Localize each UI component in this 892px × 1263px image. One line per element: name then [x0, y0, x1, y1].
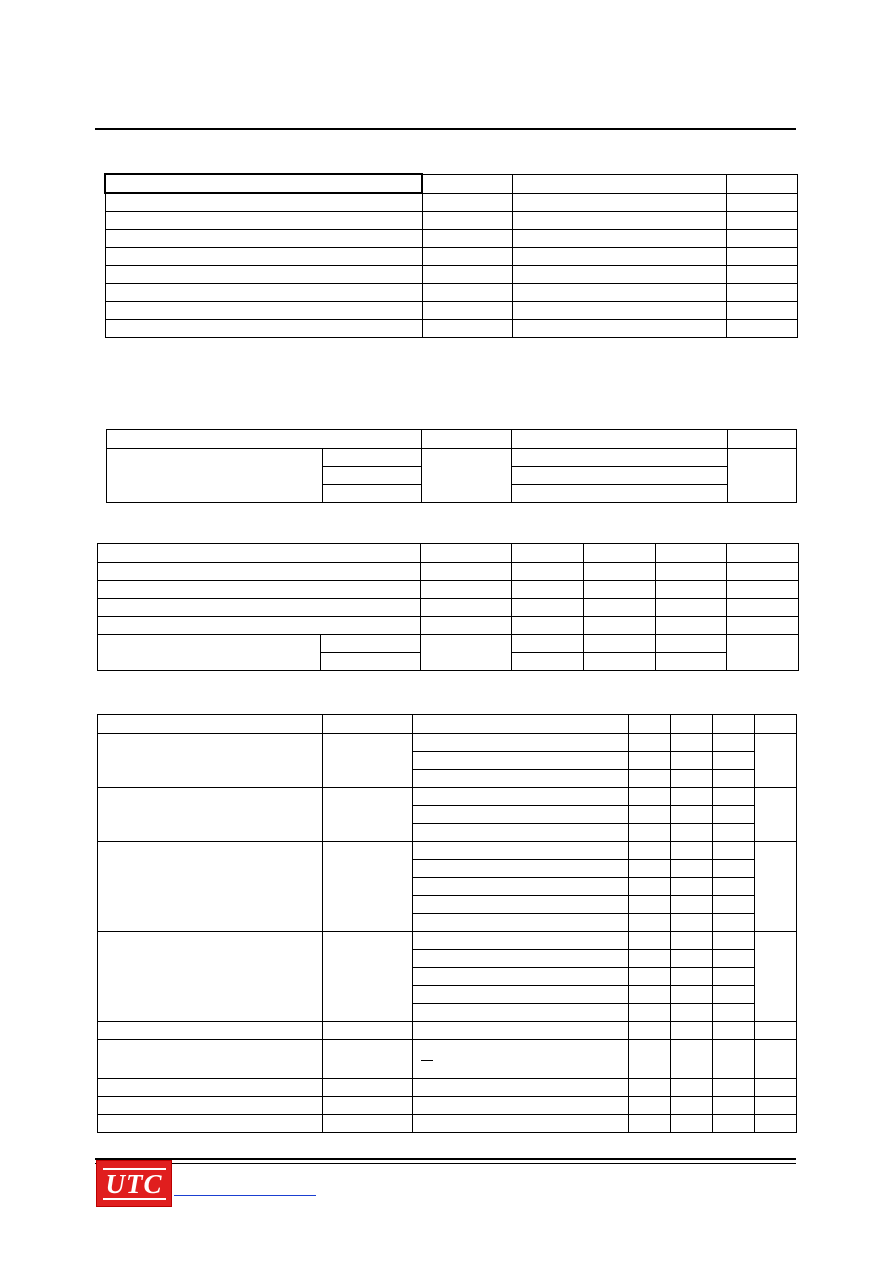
- table-row: [98, 715, 797, 734]
- table-row: [105, 302, 797, 320]
- table-row: [105, 174, 797, 193]
- utc-logo-text: UTC: [103, 1168, 166, 1200]
- table-row: [105, 212, 797, 230]
- table-row: [98, 734, 797, 752]
- table-row: [98, 563, 799, 581]
- table-row: [98, 932, 797, 950]
- table-2: [106, 429, 797, 503]
- table-row: [98, 1079, 797, 1097]
- table-row: [98, 788, 797, 806]
- table-row: [98, 544, 799, 563]
- utc-logo: [96, 1160, 172, 1207]
- website-link-underline: [174, 1195, 316, 1196]
- table-row: [98, 635, 799, 653]
- table-row: [98, 1115, 797, 1133]
- table-row: [105, 320, 797, 338]
- footer-rule-thin: [95, 1163, 796, 1164]
- table-row: [105, 193, 797, 212]
- table-row: [105, 284, 797, 302]
- header-rule: [95, 128, 796, 130]
- table-row: [98, 842, 797, 860]
- table-row: [105, 248, 797, 266]
- table-row: [107, 430, 797, 449]
- footer-rule-thick: [95, 1158, 796, 1160]
- table-row: [98, 1022, 797, 1040]
- table-4: [97, 714, 797, 1133]
- table-row: [98, 599, 799, 617]
- table-row: [107, 449, 797, 467]
- table-1: [104, 173, 798, 338]
- table-1-body: [105, 174, 797, 338]
- table-row: [98, 1040, 797, 1079]
- table-row: [98, 617, 799, 635]
- table-3: [97, 543, 799, 671]
- website-link[interactable]: [174, 1180, 316, 1196]
- table-row: [98, 581, 799, 599]
- table-row: [105, 230, 797, 248]
- table-row: [98, 1097, 797, 1115]
- table-2-body: [107, 430, 797, 503]
- table-row: [105, 266, 797, 284]
- table-4-body: [98, 715, 797, 1133]
- table-3-body: [98, 544, 799, 671]
- overline-mark: [421, 1060, 433, 1061]
